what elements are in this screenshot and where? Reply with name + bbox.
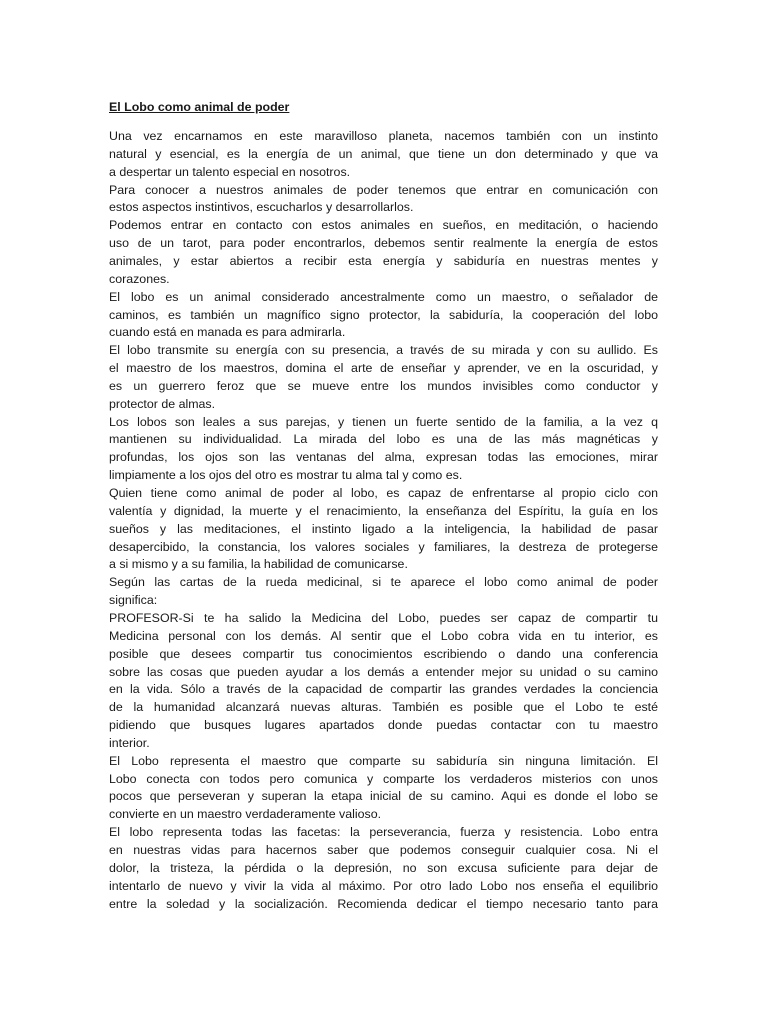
body-line: El lobo es un animal considerado ancestralmente como un maestro, o señalador de bbox=[109, 289, 658, 304]
body-line: Podemos entrar en contacto con estos animales en sueños, en meditación, o haciendo bbox=[109, 218, 658, 233]
body-line: profundas, los ojos son las ventanas del alma, expresan todas las emociones, mirar bbox=[109, 450, 658, 465]
body-line: desapercibido, la constancia, los valores sociales y familiares, la destreza de protegerse bbox=[109, 539, 658, 554]
body-line: Para conocer a nuestros animales de poder tenemos que entrar en comunicación con bbox=[109, 182, 658, 197]
body-line: posible que desees compartir tus conocimientos escribiendo o dando una conferencia bbox=[109, 646, 658, 661]
body-line: caminos, es también un magnífico signo protector, la sabiduría, la cooperación del lobo bbox=[109, 307, 658, 322]
body-line: sobre las cosas que pueden ayudar a los demás a entender mejor su unidad o su camino bbox=[109, 664, 658, 679]
body-line: limpiamente a los ojos del otro es mostrar tu alma tal y como es. bbox=[109, 468, 463, 483]
body-line: uso de un tarot, para poder encontrarlos, debemos sentir realmente la energía de estos bbox=[109, 236, 658, 251]
body-line: Una vez encarnamos en este maravilloso planeta, nacemos también con un instinto bbox=[109, 129, 658, 143]
body-line: Los lobos son leales a sus parejas, y tienen un fuerte sentido de la familia, a la vez q bbox=[109, 414, 658, 429]
body-line: El lobo transmite su energía con su presencia, a través de su mirada y con su aullido. Es bbox=[109, 343, 658, 358]
document-title: El Lobo como animal de poder bbox=[109, 100, 290, 114]
body-line: Medicina personal con los demás. Al sentir que el Lobo cobra vida en tu interior, es bbox=[109, 628, 658, 643]
body-line: a despertar un talento especial en nosotros. bbox=[109, 164, 351, 179]
body-line: pidiendo que busques lugares apartados donde puedas contactar con tu maestro bbox=[109, 718, 658, 733]
body-line: intentarlo de nuevo y vivir la vida al máximo. Por otro lado Lobo nos enseña el equilibrio bbox=[109, 878, 658, 893]
body-line: estos aspectos instintivos, escucharlos y desarrollarlos. bbox=[109, 200, 414, 215]
body-line: el maestro de los maestros, domina el arte de enseñar y aprender, ve en la oscuridad, y bbox=[109, 361, 658, 376]
body-line: corazones. bbox=[109, 271, 170, 286]
body-line: sueños y las meditaciones, el instinto ligado a la inteligencia, la habilidad de pasar bbox=[109, 521, 658, 536]
body-line: El Lobo representa el maestro que comparte su sabiduría sin ninguna limitación. El bbox=[109, 753, 658, 768]
body-line: natural y esencial, es la energía de un animal, que tiene un don determinado y que va bbox=[109, 146, 658, 161]
body-line: significa: bbox=[109, 593, 158, 608]
body-line: pocos que perseveran y superan la etapa inicial de su camino. Aqui es donde el lobo se bbox=[109, 789, 658, 804]
body-line: dolor, la tristeza, la pérdida o la depresión, no son excusa suficiente para dejar de bbox=[109, 860, 658, 875]
body-line: es un guerrero feroz que se mueve entre los mundos invisibles como conductor y bbox=[109, 378, 658, 393]
body-line: Quien tiene como animal de poder al lobo, es capaz de enfrentarse al propio ciclo con bbox=[109, 486, 658, 500]
body-line: animales, y estar abiertos a recibir esta energía y sabiduría en nuestras mentes y bbox=[109, 253, 658, 268]
body-line: protector de almas. bbox=[109, 396, 216, 411]
body-line: interior. bbox=[109, 735, 150, 750]
body-line: El lobo representa todas las facetas: la perseverancia, fuerza y resistencia. Lobo entra bbox=[109, 825, 658, 840]
body-line: valentía y dignidad, la muerte y el renacimiento, la enseñanza del Espíritu, la guía en los bbox=[109, 503, 658, 518]
body-line: a si mismo y a su familia, la habilidad de comunicarse. bbox=[109, 557, 408, 572]
body-line: convierte en un maestro verdaderamente valioso. bbox=[109, 807, 382, 822]
body-line: de la humanidad alcanzará nuevas alturas. También es posible que el Lobo te esté bbox=[109, 700, 658, 715]
body-line: Lobo conecta con todos pero comunica y comparte los verdaderos misterios con unos bbox=[109, 771, 658, 786]
body-line: entre la soledad y la socialización. Recomienda dedicar el tiempo necesario tanto para bbox=[109, 896, 658, 911]
body-line: mantienen su individualidad. La mirada del lobo es una de las más magnéticas y bbox=[109, 432, 658, 447]
body-line: en la vida. Sólo a través de la capacidad de compartir las grandes verdades la conciencia bbox=[109, 682, 658, 697]
body-line: Según las cartas de la rueda medicinal, si te aparece el lobo como animal de poder bbox=[109, 575, 658, 590]
body-line: en nuestras vidas para hacernos saber que podemos conseguir cualquier cosa. Ni el bbox=[109, 843, 658, 857]
body-line: cuando está en manada es para admirarla. bbox=[109, 325, 346, 340]
body-line: PROFESOR-Si te ha salido la Medicina del Lobo, puedes ser capaz de compartir tu bbox=[109, 610, 658, 625]
